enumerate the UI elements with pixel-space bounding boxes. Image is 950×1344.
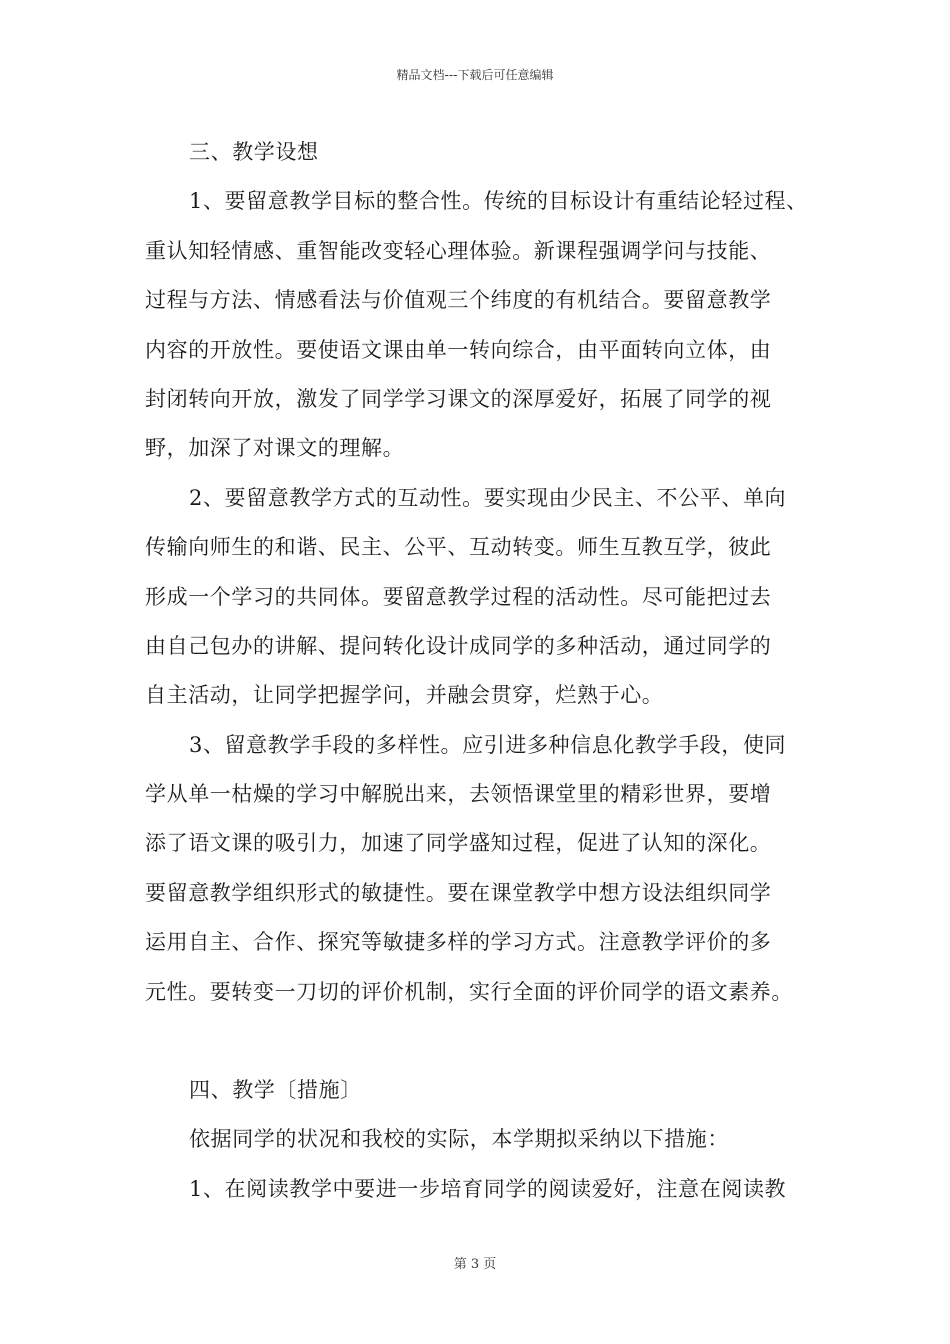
- paragraph-line: 自主活动，让同学把握学问，并融会贯穿，烂熟于心。: [145, 683, 664, 708]
- paragraph-line: 封闭转向开放，激发了同学学习课文的深厚爱好，拓展了同学的视: [145, 386, 772, 411]
- document-body: [145, 132, 825, 1218]
- paragraph-line: 依据同学的状况和我校的实际，本学期拟采纳以下措施：: [189, 1127, 729, 1152]
- paragraph-line: 内容的开放性。要使语文课由单一转向综合，由平面转向立体，由: [145, 337, 772, 362]
- paragraph-line: 1、要留意教学目标的整合性。传统的目标设计有重结论轻过程、: [189, 189, 808, 214]
- page-header: 精品文档---下载后可任意编辑: [396, 68, 554, 82]
- paragraph-line: 运用自主、合作、探究等敏捷多样的学习方式。注意教学评价的多: [145, 930, 772, 955]
- paragraph-line: 2、要留意教学方式的互动性。要实现由少民主、不公平、单向: [189, 485, 787, 510]
- section-heading-3: 三、教学设想: [189, 140, 319, 164]
- section-spacer: [145, 1021, 825, 1070]
- paragraph-line: 过程与方法、情感看法与价值观三个纬度的有机结合。要留意教学: [145, 288, 772, 313]
- paragraph-line: 1、在阅读教学中要进一步培育同学的阅读爱好，注意在阅读教: [189, 1176, 787, 1201]
- paragraph-line: 形成一个学习的共同体。要留意教学过程的活动性。尽可能把过去: [145, 584, 772, 609]
- paragraph-line: 要留意教学组织形式的敏捷性。要在课堂教学中想方设法组织同学: [145, 880, 772, 905]
- paragraph-line: 野，加深了对课文的理解。: [145, 436, 405, 461]
- page-number: 第 3 页: [453, 1257, 497, 1272]
- paragraph-line: 学从单一枯燥的学习中解脱出来，去领悟课堂里的精彩世界，要增: [145, 782, 772, 807]
- paragraph-line: 重认知轻情感、重智能改变轻心理体验。新课程强调学问与技能、: [145, 238, 772, 263]
- paragraph-line: 传输向师生的和谐、民主、公平、互动转变。师生互教互学，彼此: [145, 535, 772, 560]
- paragraph-line: 元性。要转变一刀切的评价机制，实行全面的评价同学的语文素养。: [145, 979, 793, 1004]
- paragraph-line: 添了语文课的吸引力，加速了同学盛知过程，促进了认知的深化。: [145, 831, 772, 856]
- section-heading-4: 四、教学〔措施〕: [189, 1078, 362, 1103]
- paragraph-line: 由自己包办的讲解、提问转化设计成同学的多种活动，通过同学的: [145, 633, 772, 658]
- paragraph-line: 3、留意教学手段的多样性。应引进多种信息化教学手段，使同: [189, 732, 787, 757]
